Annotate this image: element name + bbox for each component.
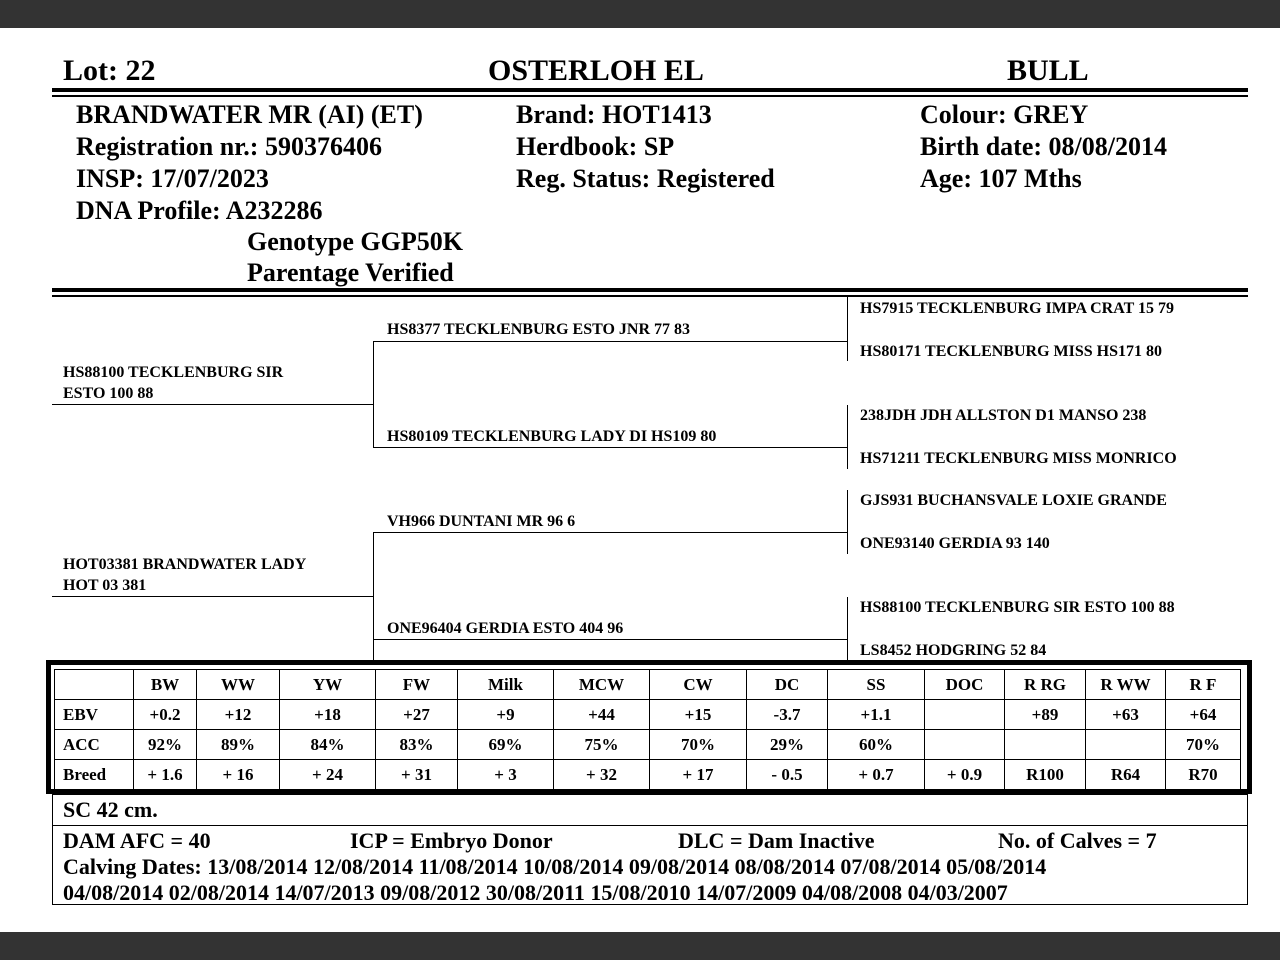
ggp-bracket-2 <box>847 405 848 469</box>
great-grandparent: HS80171 TECKLENBURG MISS HS171 80 <box>860 343 1162 360</box>
sire-name-line2: ESTO 100 88 <box>63 385 154 402</box>
top-dark-bar <box>0 0 1280 28</box>
header-cell: BW <box>134 670 197 700</box>
acc-cell <box>1086 730 1166 760</box>
summary-box <box>52 825 1248 905</box>
breed-cell: + 1.6 <box>134 760 197 790</box>
row-label: Breed <box>55 760 134 790</box>
great-grandparent: LS8452 HODGRING 52 84 <box>860 642 1047 659</box>
row-label: ACC <box>55 730 134 760</box>
header-cell: FW <box>376 670 458 700</box>
breed-cell: + 0.9 <box>925 760 1005 790</box>
acc-cell: 83% <box>376 730 458 760</box>
great-grandparent: HS7915 TECKLENBURG IMPA CRAT 15 79 <box>860 300 1174 317</box>
ebv-cell: +89 <box>1005 700 1086 730</box>
dam-name-line2: HOT 03 381 <box>63 577 147 594</box>
herdbook: Herdbook: SP <box>516 132 675 161</box>
acc-cell: 75% <box>554 730 650 760</box>
sire-name-line1: HS88100 TECKLENBURG SIR <box>63 364 284 381</box>
great-grandparent: HS71211 TECKLENBURG MISS MONRICO <box>860 450 1177 467</box>
sex-label: BULL <box>1007 54 1089 87</box>
acc-cell: 29% <box>747 730 828 760</box>
row-label: EBV <box>55 700 134 730</box>
breed-cell: R64 <box>1086 760 1166 790</box>
breed-cell: R70 <box>1166 760 1241 790</box>
birth-date: Birth date: 08/08/2014 <box>920 132 1167 161</box>
grandsire-paternal-line <box>373 341 847 342</box>
acc-cell: 84% <box>280 730 376 760</box>
granddam-paternal: HS80109 TECKLENBURG LADY DI HS109 80 <box>387 428 717 445</box>
age: Age: 107 Mths <box>920 164 1082 193</box>
owner-name: OSTERLOH EL <box>488 54 704 87</box>
sire-bracket <box>373 341 374 447</box>
ebv-cell: +1.1 <box>828 700 925 730</box>
scrotal-circumference: SC 42 cm. <box>63 797 158 822</box>
header-cell: DOC <box>925 670 1005 700</box>
great-grandparent: 238JDH JDH ALLSTON D1 MANSO 238 <box>860 407 1147 424</box>
sc-box <box>52 794 1248 826</box>
calving-dates-line1: Calving Dates: 13/08/2014 12/08/2014 11/08/2014 10/08/2014 09/08/2014 08/08/2014 07/08/2014 05/08/2014 <box>63 854 1047 879</box>
ebv-row <box>55 700 1241 730</box>
header-cell: Milk <box>458 670 554 700</box>
genotype: Genotype GGP50K <box>247 227 463 256</box>
lot-number: Lot: 22 <box>63 54 156 87</box>
breed-cell: - 0.5 <box>747 760 828 790</box>
bottom-dark-bar <box>0 932 1280 960</box>
acc-cell: 70% <box>650 730 747 760</box>
breed-cell: + 0.7 <box>828 760 925 790</box>
ebv-table <box>54 669 1241 790</box>
breed-cell: + 16 <box>197 760 280 790</box>
info-rule-thick <box>52 288 1248 292</box>
dlc: DLC = Dam Inactive <box>678 828 875 853</box>
granddam-maternal-line <box>373 639 847 640</box>
ebv-cell: +9 <box>458 700 554 730</box>
acc-row <box>55 730 1241 760</box>
granddam-paternal-line <box>373 447 847 448</box>
brand: Brand: HOT1413 <box>516 100 712 129</box>
header-cell <box>55 670 134 700</box>
breed-cell: R100 <box>1005 760 1086 790</box>
granddam-maternal: ONE96404 GERDIA ESTO 404 96 <box>387 620 624 637</box>
acc-cell: 89% <box>197 730 280 760</box>
dam-afc: DAM AFC = 40 <box>63 828 211 853</box>
header-cell: WW <box>197 670 280 700</box>
header-cell: R WW <box>1086 670 1166 700</box>
acc-cell <box>1005 730 1086 760</box>
ebv-cell: -3.7 <box>747 700 828 730</box>
dna-profile: DNA Profile: A232286 <box>76 196 323 225</box>
dam-line <box>52 596 374 597</box>
ebv-cell: +15 <box>650 700 747 730</box>
number-of-calves: No. of Calves = 7 <box>998 828 1157 853</box>
header-cell: MCW <box>554 670 650 700</box>
parentage-status: Parentage Verified <box>247 258 454 287</box>
sire-line <box>52 404 374 405</box>
icp: ICP = Embryo Donor <box>350 828 553 853</box>
dam-bracket <box>373 532 374 662</box>
header-cell: DC <box>747 670 828 700</box>
breed-cell: + 3 <box>458 760 554 790</box>
ggp-bracket-1 <box>847 297 848 361</box>
acc-cell: 69% <box>458 730 554 760</box>
great-grandparent: HS88100 TECKLENBURG SIR ESTO 100 88 <box>860 599 1175 616</box>
breed-cell: + 32 <box>554 760 650 790</box>
colour: Colour: GREY <box>920 100 1089 129</box>
acc-cell: 92% <box>134 730 197 760</box>
header-cell: CW <box>650 670 747 700</box>
header-rule-thin <box>52 95 1248 97</box>
grandsire-paternal: HS8377 TECKLENBURG ESTO JNR 77 83 <box>387 321 691 338</box>
ggp-bracket-3 <box>847 490 848 554</box>
breed-cell: + 24 <box>280 760 376 790</box>
grandsire-maternal-line <box>373 532 847 533</box>
ggp-bracket-4 <box>847 597 848 661</box>
info-rule-thin <box>52 295 1248 297</box>
breed-row <box>55 760 1241 790</box>
acc-cell: 60% <box>828 730 925 760</box>
acc-cell <box>925 730 1005 760</box>
ebv-cell: +64 <box>1166 700 1241 730</box>
grandsire-maternal: VH966 DUNTANI MR 96 6 <box>387 513 576 530</box>
ebv-cell: +44 <box>554 700 650 730</box>
calving-dates-line2: 04/08/2014 02/08/2014 14/07/2013 09/08/2012 30/08/2011 15/08/2010 14/07/2009 04/08/2008 04/03/2007 <box>63 880 1008 905</box>
ebv-cell: +18 <box>280 700 376 730</box>
header-cell: R RG <box>1005 670 1086 700</box>
registration-number: Registration nr.: 590376406 <box>76 132 382 161</box>
breed-cell: + 31 <box>376 760 458 790</box>
breed-cell: + 17 <box>650 760 747 790</box>
ebv-cell: +0.2 <box>134 700 197 730</box>
dam-name-line1: HOT03381 BRANDWATER LADY <box>63 556 307 573</box>
header-cell: R F <box>1166 670 1241 700</box>
header-cell: YW <box>280 670 376 700</box>
acc-cell: 70% <box>1166 730 1241 760</box>
ebv-cell <box>925 700 1005 730</box>
header-cell: SS <box>828 670 925 700</box>
ebv-header-row <box>55 670 1241 700</box>
great-grandparent: GJS931 BUCHANSVALE LOXIE GRANDE <box>860 492 1167 509</box>
header-rule-thick <box>52 88 1248 92</box>
inspection-date: INSP: 17/07/2023 <box>76 164 269 193</box>
ebv-cell: +63 <box>1086 700 1166 730</box>
animal-name: BRANDWATER MR (AI) (ET) <box>76 100 423 129</box>
ebv-cell: +27 <box>376 700 458 730</box>
ebv-cell: +12 <box>197 700 280 730</box>
registration-status: Reg. Status: Registered <box>516 164 775 193</box>
great-grandparent: ONE93140 GERDIA 93 140 <box>860 535 1050 552</box>
